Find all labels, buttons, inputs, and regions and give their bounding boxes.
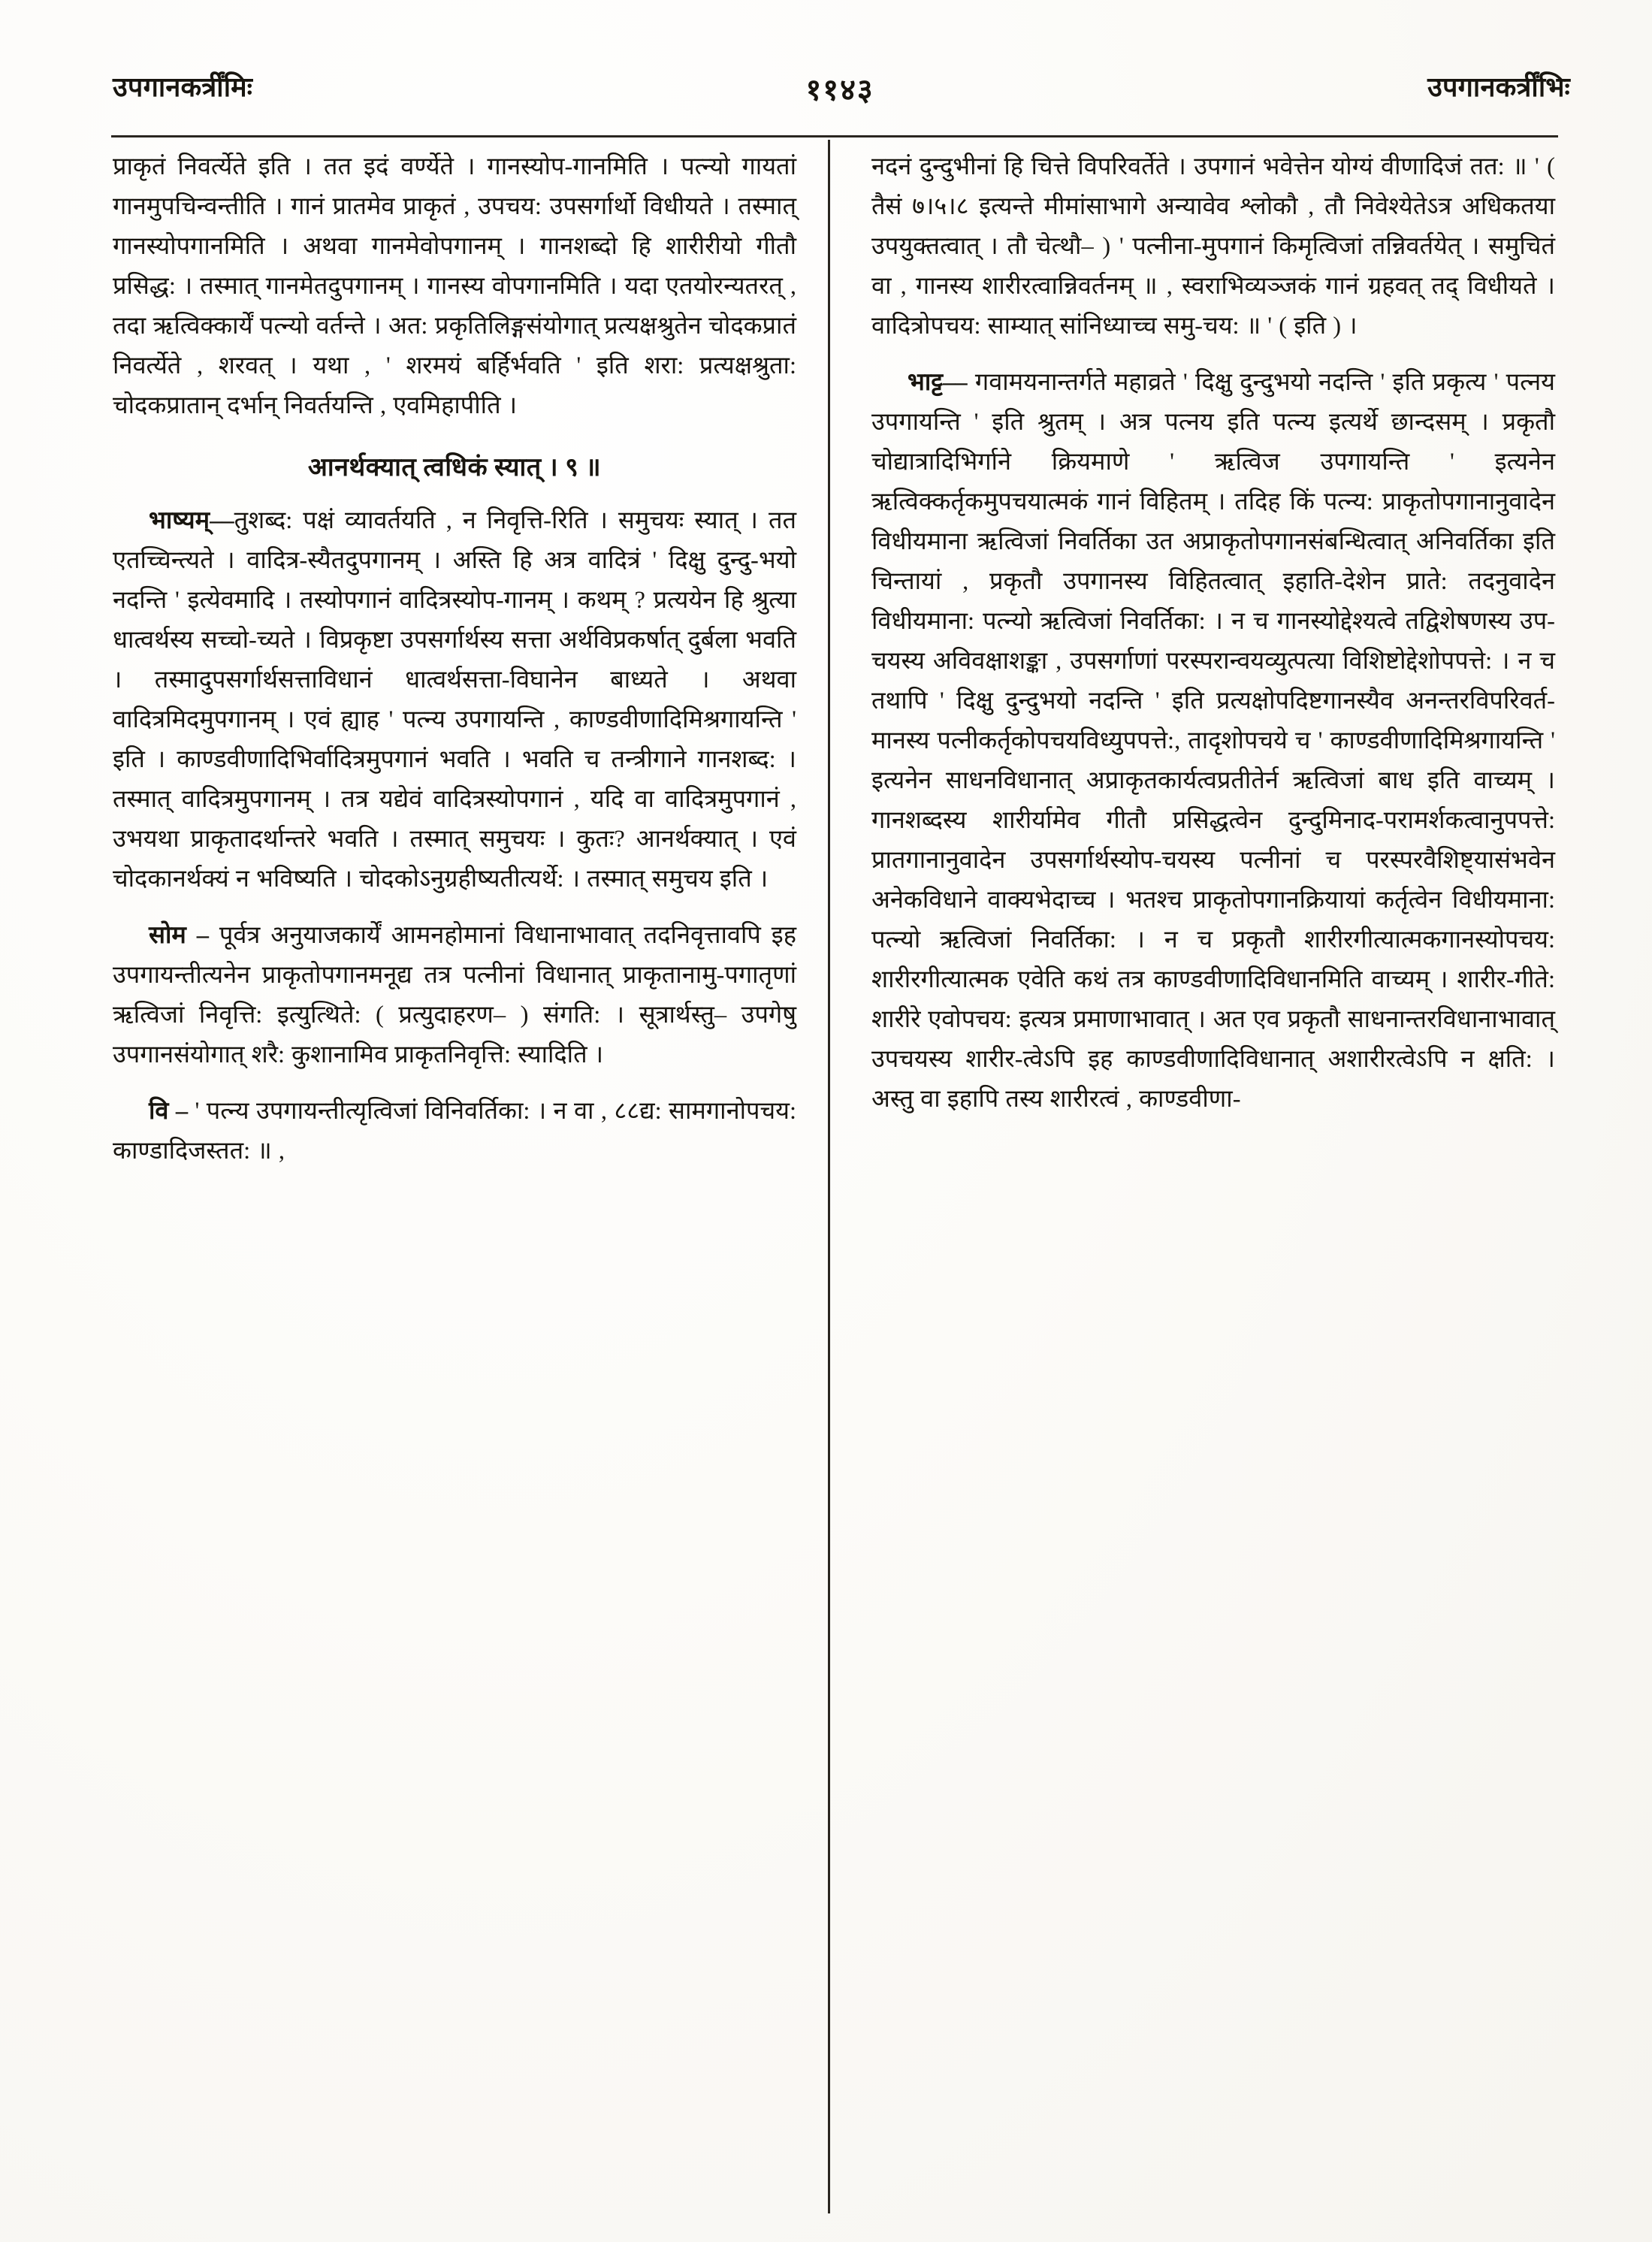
bhashya-paragraph <box>113 501 796 899</box>
header-rule <box>111 135 1558 137</box>
sutra-heading: आनर्थक्यात् त्वधिकं स्यात् । ९ ॥ <box>307 454 602 482</box>
left-paragraph-1: प्राकृतं निवर्त्येते इति । तत इदं वर्ण्येते । गानस्योप-गानमिति । पत्न्यो गायतां गानमुपचिन्वन्तीति । गानं प्रातमेव प्राकृतं , उपचय: उपसर्गार्थो विधीयते । तस्मात् गानस्योपगानमिति । अथवा गानमेवोपगानम् । गानशब्दो हि शारीरीयो गीतौ प्रसिद्ध: । तस्मात् गानमेतदुपगानम् । गानस्य वोपगानमिति । यदा एतयोरन्यतरत् , तदा ऋत्विक्कार्यें पत्न्यो वर्तन्ते । अत: प्रकृतिलिङ्गसंयोगात् प्रत्यक्षश्रुतेन चोदकप्रातं निवर्त्येते , शरवत् । यथा , ' शरमयं बर्हिर्भवति ' इति शरा: प्रत्यक्षश्रुता: चोदकप्रातान् दर्भान् निवर्तयन्ति , एवमिहापीति । <box>113 153 796 419</box>
som-paragraph <box>113 916 796 1075</box>
two-column-body <box>113 147 1560 1176</box>
running-head-left: उपगानकर्त्रींमिः <box>113 72 253 102</box>
vi-label: वि – <box>149 1098 189 1125</box>
som-text: पूर्वत्र अनुयाजकार्यें आमनहोमानां विधानाभावात् तदनिवृत्तावपि इह उपगायन्तीत्यनेन प्राकृतोपगानमनूद्य तत्र पत्नीनां विधानात् प्राकृतानामु-पगातृणां ऋत्विजां निवृत्ति: इत्युत्थिते: ( प्रत्युदाहरण– ) संगति: । सूत्रार्थस्तु– उपगेषु उपगानसंयोगात् शरै: कुशानामिव प्राकृतनिवृत्ति: स्यादिति । <box>113 922 796 1068</box>
bhatta-text: गवामयनान्तर्गते महाव्रते ' दिक्षु दुन्दुभयो नदन्ति ' इति प्रकृत्य ' पत्नय उपगायन्ति ' इति श्रुतम् । अत्र पत्नय इति पत्न्य इत्यर्थे छान्दसम् । प्रकृतौ चोद्यात्रादिभिर्गाने क्रियमाणे ' ऋत्विज उपगायन्ति ' इत्यनेन ऋत्विक्कर्तृकमुपचयात्मकं गानं विहितम् । तदिह किं पत्न्य: प्राकृतोपगानानुवादेन विधीयमाना ऋत्विजां निवर्तिका उत अप्राकृतोपगानसंबन्धित्वात् अनिवर्तिका इति चिन्तायां , प्रकृतौ उपगानस्य विहितत्वात् इहाति-देशेन प्राते: तदनुवादेन विधीयमाना: पत्न्यो ऋत्विजां निवर्तिका: । न च गानस्योद्देश्यत्वे तद्विशेषणस्य उप-चयस्य अविवक्षाशङ्का , उपसर्गाणां परस्परान्वयव्युत्पत्या विशिष्टोद्देशोपपत्ते: । न च तथापि ' दिक्षु दुन्दुभयो नदन्ति ' इति प्रत्यक्षोपदिष्टगानस्यैव अनन्तरविपरिवर्त-मानस्य पत्नीकर्तृकोपचयविध्युपपत्ते:, तादृशोपचये च ' काण्डवीणादिमिश्रगायन्ति ' इत्यनेन साधनविधानात् अप्राकृतकार्यत्वप्रतीतेर्न ऋत्विजां बाध इति वाच्यम् । गानशब्दस्य शारीर्यामेव गीतौ प्रसिद्धत्वेन दुन्दुमिनाद-परामर्शकत्वानुपपत्ते: प्रातगानानुवादेन उपसर्गार्थस्योप-चयस्य पत्नीनां च परस्परवैशिष्ट्यासंभवेन अनेकविधाने वाक्यभेदाच्च । भतश्च प्राकृतोपगानक्रियायां कर्तृत्वेन विधीयमाना: पत्न्यो ऋत्विजां निवर्तिका: । न च प्रकृतौ शारीरगीत्यात्मकगानस्योपचय: शारीरगीत्यात्मक एवेति कथं तत्र काण्डवीणादिविधानमिति वाच्यम् । शारीर-गीते: शारीरे एवोपचय: इत्यत्र प्रमाणाभावात् । अत एव प्रकृतौ साधनान्तरविधानाभावात् उपचयस्य शारीर-त्वेऽपि इह काण्डवीणादिविधानात् अशारीरत्वेऽपि न क्षति: । अस्तु वा इहापि तस्य शारीरत्वं , काण्डवीणा- <box>871 369 1555 1113</box>
page-content <box>113 68 1570 132</box>
bhashya-text: तुशब्द: पक्षं व्यावर्तयति , न निवृत्ति-रिति । समुचयः स्यात् । तत एतच्चिन्त्यते । वादित्र-स्यैतदुपगानम् । अस्ति हि अत्र वादित्रं ' दिक्षु दुन्दु-भयो नदन्ति ' इत्येवमादि । तस्योपगानं वादित्रस्योप-गानम् । कथम् ? प्रत्ययेन हि श्रुत्या धात्वर्थस्य सच्चो-च्यते । विप्रकृष्टा उपसर्गार्थस्य सत्ता अर्थविप्रकर्षात् दुर्बला भवति । तस्मादुपसर्गार्थसत्ताविधानं धात्वर्थसत्ता-विघानेन बाध्यते । अथवा वादित्रमिदमुपगानम् । एवं ह्याह ' पत्न्य उपगायन्ति , काण्डवीणादिमिश्रगायन्ति ' इति । काण्डवीणादिभिर्वादित्रमुपगानं भवति । भवति च तन्त्रीगाने गानशब्द: । तस्मात् वादित्रमुपगानम् । तत्र यद्येवं वादित्रस्योपगानं , यदि वा वादित्रमुपगानं , उभयथा प्राकृतादर्थान्तरे भवति । तस्मात् समुचयः । कुतः? आनर्थक्यात् । एवं चोदकानर्थक्यं न भविष्यति । चोदकोऽनुग्रहीष्यतीत्यर्थे: । तस्मात् समुचय इति । <box>113 507 796 893</box>
running-head-right: उपगानकर्त्रींभिः <box>1427 72 1570 102</box>
right-column <box>828 147 1555 1176</box>
bhatta-paragraph <box>871 363 1555 1119</box>
vi-text: ' पत्न्य उपगायन्तीत्यृत्विजां विनिवर्तिका: । न वा , ८८द्य: सामगानोपचय: काण्डादिजस्तत: ॥ , <box>113 1098 796 1165</box>
som-label: सोम – <box>149 922 209 949</box>
vi-paragraph <box>113 1092 796 1171</box>
running-head <box>113 68 1570 132</box>
bhashya-label: भाष्यम्–– <box>149 507 234 534</box>
right-paragraph-1: नदनं दुन्दुभीनां हि चित्ते विपरिवर्तेते । उपगानं भवेत्तेन योग्यं वीणादिजं तत: ॥ ' ( तैसं ७।५।८ इत्यन्ते मीमांसाभागे अन्यावेव श्लोकौ , तौ निवेश्येतेऽत्र अधिकतया उपयुक्तत्वात् । तौ चेत्थौ– ) ' पत्नीना-मुपगानं किमृत्विजां तन्निवर्तयेत् । समुचितं वा , गानस्य शारीरत्वान्निवर्तनम् ॥ , स्वराभिव्यञ्जकं गानं ग्रहवत् तद् विधीयते । वादित्रोपचय: साम्यात् सांनिध्याच्च समु-चय: ॥ ' ( इति ) । <box>871 153 1555 340</box>
left-column <box>113 147 828 1176</box>
page-number: ११४३ <box>805 73 874 107</box>
bhatta-label: भाट्ट–– <box>908 369 968 396</box>
